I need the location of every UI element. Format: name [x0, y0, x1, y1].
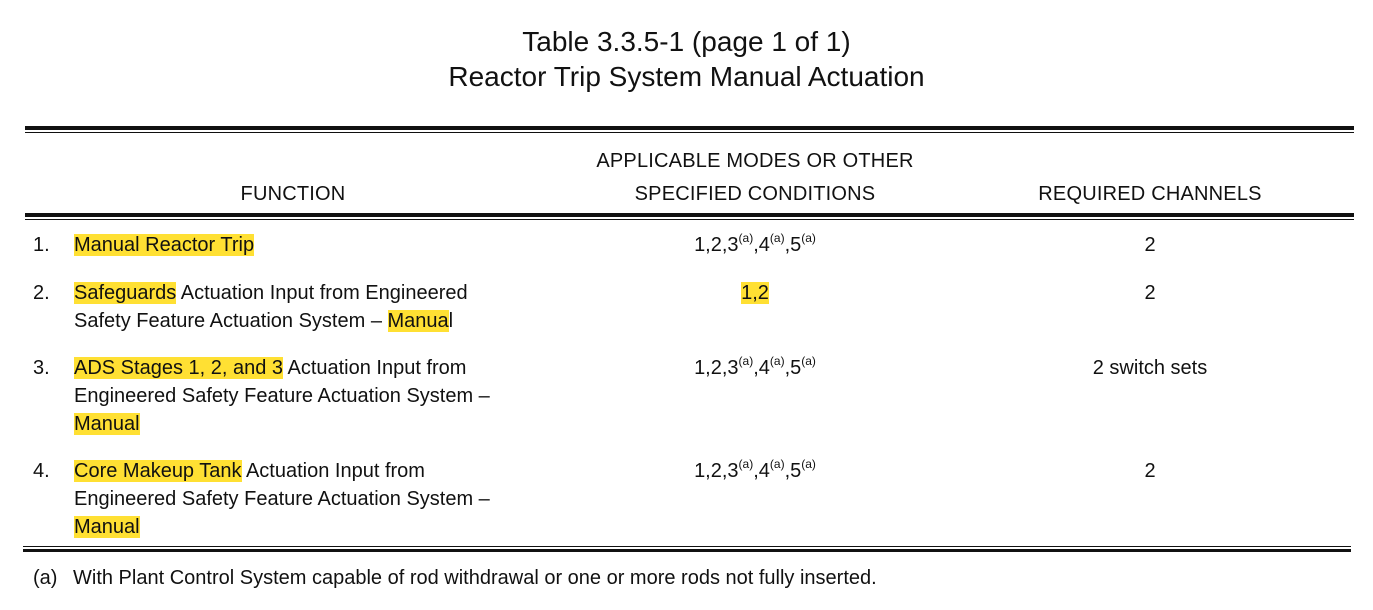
row-function: Core Makeup Tank Actuation Input from Engineered Safety Feature Actuation System – Manual — [74, 460, 490, 538]
row-modes: 1,2,3$^{(a)}$,4$^{(a)}$,5$^{(a)}$ — [694, 457, 816, 482]
row-function: Safeguards Actuation Input from Engineered Safety Feature Actuation System – Manual — [74, 282, 468, 332]
row-function — [74, 231, 554, 259]
table-title-line1: Table 3.3.5-1 (page 1 of 1) — [522, 26, 851, 57]
modes-highlight: 1,2 — [741, 282, 769, 304]
table-title-line2: Reactor Trip System Manual Actuation — [448, 61, 925, 92]
row-number: 4. — [33, 460, 50, 482]
row-modes: 1,2,3$^{(a)}$,4$^{(a)}$,5$^{(a)}$ — [694, 231, 816, 256]
header-modes-line1: APPLICABLE MODES OR OTHER — [596, 150, 914, 172]
function-highlight: Core Makeup Tank — [74, 460, 242, 482]
top-double-rule — [25, 126, 1354, 133]
row-number: 1. — [33, 234, 50, 256]
function-highlight: Manual — [74, 516, 140, 538]
function-highlight: Manua — [387, 310, 449, 332]
header-applicable-modes — [540, 145, 970, 211]
footnote — [33, 565, 877, 591]
row-number: 3. — [33, 357, 50, 379]
row-number: 2. — [33, 282, 50, 304]
row-modes — [600, 279, 910, 307]
row-channels: 2 switch sets — [1092, 357, 1208, 379]
bottom-double-rule — [23, 546, 1351, 552]
row-modes: 1,2,3$^{(a)}$,4$^{(a)}$,5$^{(a)}$ — [694, 354, 816, 379]
row-channels: 2 — [1144, 234, 1156, 256]
function-highlight: ADS Stages 1, 2, and 3 — [74, 357, 284, 379]
function-highlight: Safeguards — [74, 282, 177, 304]
header-modes-line2: SPECIFIED CONDITIONS — [634, 183, 876, 205]
header-required-channels: REQUIRED CHANNELS — [1038, 183, 1262, 205]
footnote-mark: (a) — [33, 567, 58, 589]
row-channels: 2 — [1144, 282, 1156, 304]
row-channels: 2 — [1144, 460, 1156, 482]
function-highlight: Manual Reactor Trip — [74, 234, 255, 256]
function-highlight: Manual — [74, 413, 140, 435]
row-function: ADS Stages 1, 2, and 3 Actuation Input from Engineered Safety Feature Actuation System – Manual — [74, 357, 490, 435]
footnote-text: With Plant Control System capable of rod withdrawal or one or more rods not fully inserted. — [73, 567, 877, 589]
header-function: FUNCTION — [240, 183, 346, 205]
header-double-rule — [25, 213, 1354, 220]
